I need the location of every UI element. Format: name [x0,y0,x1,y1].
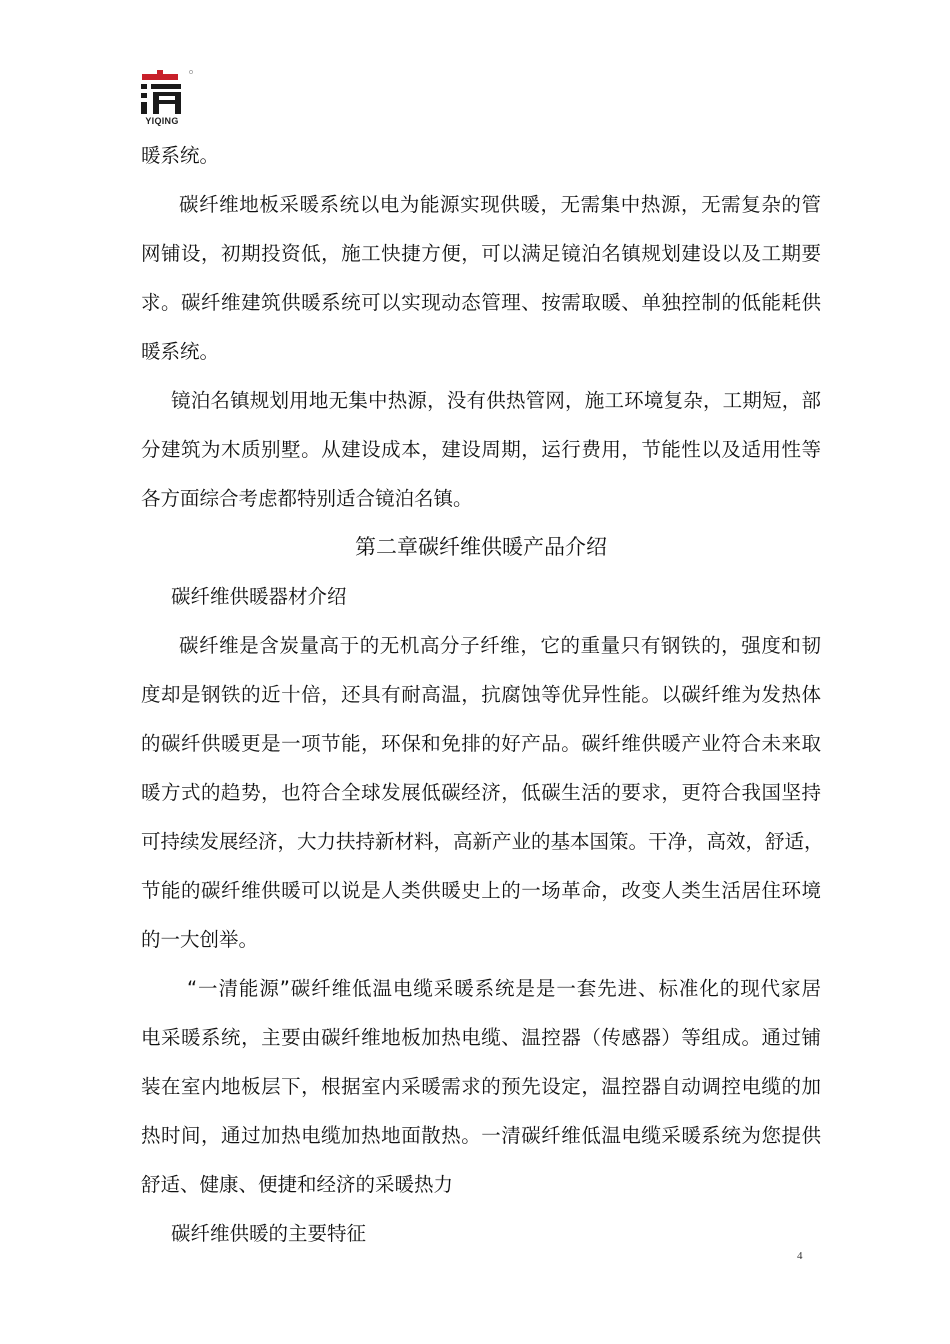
text-line: 舒适、健康、便捷和经济的采暖热力 [141,1173,454,1196]
section-heading: 碳纤维供暖器材介绍 [171,585,347,608]
logo-stroke-mid-2 [153,100,181,104]
logo-red-stem [157,70,163,80]
logo-registered-mark [189,70,192,73]
text-line: 暖系统。 [141,340,220,363]
page-number: 4 [797,1250,803,1262]
text-line: 装在室内地板层下，根据室内采暖需求的预先设定，温控器自动调控电缆的加 [141,1075,821,1098]
logo-stroke-mid-1 [153,92,181,96]
text-line: 暖系统。 [141,144,220,167]
text-line: 碳纤维是含炭量高于的无机高分子纤维，它的重量只有钢铁的，强度和韧 [179,634,821,657]
text-line: 可持续发展经济，大力扶持新材料，高新产业的基本国策。干净，高效，舒适， [141,830,824,853]
logo-text: YIQING [145,116,179,126]
text-line: 暖方式的趋势，也符合全球发展低碳经济，低碳生活的要求，更符合我国坚持 [141,781,821,804]
text-line: 度却是钢铁的近十倍，还具有耐高温，抗腐蚀等优异性能。以碳纤维为发热体 [141,683,821,706]
text-line: 电采暖系统，主要由碳纤维地板加热电缆、温控器（传感器）等组成。通过铺 [141,1026,821,1049]
chapter-heading: 第二章碳纤维供暖产品介绍 [355,535,607,559]
text-line: 节能的碳纤维供暖可以说是人类供暖史上的一场革命，改变人类生活居住环境 [141,879,821,902]
logo-dot-3 [141,102,147,114]
text-line: 分建筑为木质别墅。从建设成本，建设周期，运行费用，节能性以及适用性等 [141,438,821,461]
text-line: 热时间，通过加热电缆加热地面散热。一清碳纤维低温电缆采暖系统为您提供 [141,1124,821,1147]
text-line: 各方面综合考虑都特别适合镜泊名镇。 [141,487,473,510]
logo-stroke-top [151,84,181,89]
text-line: 碳纤维地板采暖系统以电为能源实现供暖，无需集中热源，无需复杂的管 [179,193,821,216]
text-line: 镜泊名镇规划用地无集中热源，没有供热管网，施工环境复杂，工期短，部 [171,389,821,412]
text-line: “一清能源”碳纤维低温电缆采暖系统是是一套先进、标准化的现代家居 [187,977,821,1000]
logo-dot-1 [141,84,147,89]
section-heading: 碳纤维供暖的主要特征 [171,1222,367,1245]
text-line: 的碳纤供暖更是一项节能，环保和免排的好产品。碳纤维供暖产业符合未来取 [141,732,821,755]
text-line: 求。碳纤维建筑供暖系统可以实现动态管理、按需取暖、单独控制的低能耗供 [141,291,821,314]
text-line: 的一大创举。 [141,928,259,951]
text-line: 网铺设，初期投资低，施工快捷方便，可以满足镜泊名镇规划建设以及工期要 [141,242,821,265]
document-body [141,131,824,1258]
logo-dot-2 [141,93,147,98]
